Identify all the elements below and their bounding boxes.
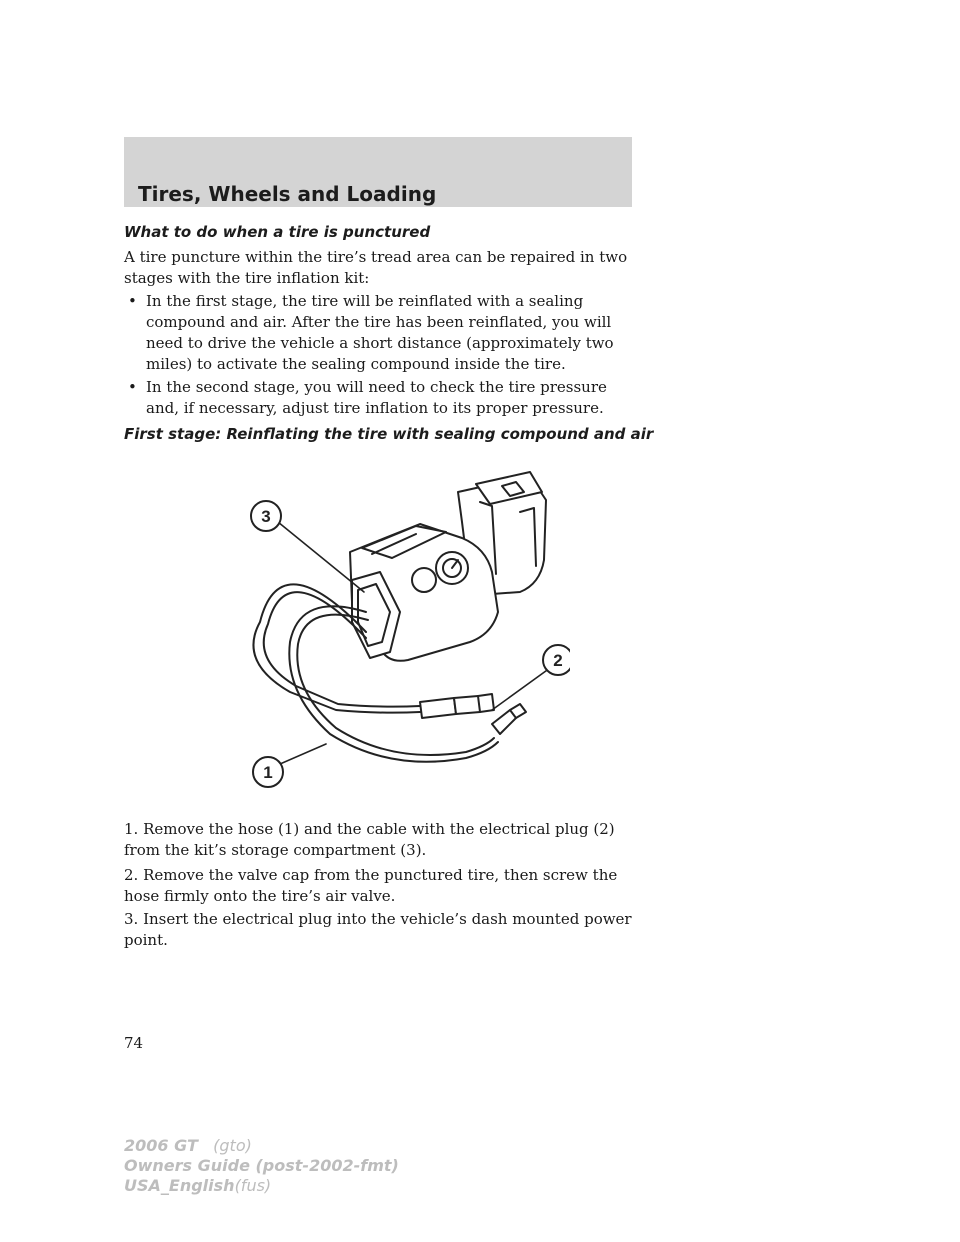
- callout-2: 2: [553, 651, 563, 670]
- bullet-item-first-stage: [124, 291, 644, 375]
- bullet-dot: •: [128, 292, 137, 310]
- callout-3: 3: [261, 507, 271, 526]
- bullet-text: In the first stage, the tire will be reinflated with a sealing compound and air. After the tire has been reinflated, you will need to drive the vehicle a short distance (approximately two miles) to activate the sealing compound inside the tire.: [146, 292, 614, 373]
- footer-line-1: 2006 GT (gto): [124, 1136, 252, 1155]
- step-3: 3. Insert the electrical plug into the vehicle’s dash mounted power point.: [124, 910, 632, 949]
- electrical-plug: [420, 698, 456, 718]
- section-title: Tires, Wheels and Loading: [138, 182, 437, 206]
- footer-line-2: Owners Guide (post-2002-fmt): [124, 1156, 399, 1175]
- bullet-item-second-stage: [124, 377, 644, 419]
- bullet-dot: •: [128, 378, 137, 396]
- heading-first-stage: First stage: Reinflating the tire with sealing compound and air: [124, 425, 654, 443]
- tire-inflation-kit-illustration: [240, 462, 570, 792]
- heading-puncture: What to do when a tire is punctured: [124, 223, 431, 241]
- footer-line-3: USA_English(fus): [124, 1176, 272, 1195]
- step-2: 2. Remove the valve cap from the punctured tire, then screw the hose firmly onto the tire’s air valve.: [124, 866, 618, 905]
- footer: [124, 1136, 399, 1196]
- callout-1: 1: [263, 763, 273, 782]
- step-1: 1. Remove the hose (1) and the cable with the electrical plug (2) from the kit’s storage compartment (3).: [124, 820, 615, 859]
- bullet-text: In the second stage, you will need to check the tire pressure and, if necessary, adjust tire inflation to its proper pressure.: [146, 378, 607, 417]
- intro-paragraph: A tire puncture within the tire’s tread area can be repaired in two stages with the tire inflation kit:: [124, 248, 628, 287]
- page-number: 74: [124, 1034, 144, 1052]
